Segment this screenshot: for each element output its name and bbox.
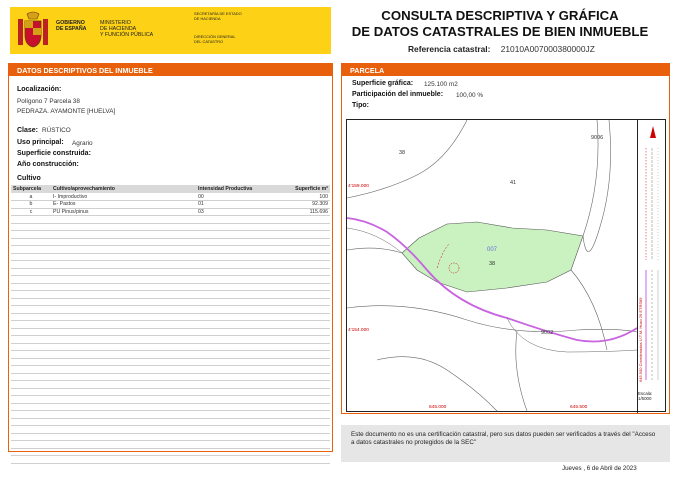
ref-label: Referencia catastral: xyxy=(408,44,491,54)
empty-cell xyxy=(266,261,330,269)
empty-cell xyxy=(11,411,51,419)
empty-cell xyxy=(196,358,266,366)
empty-cell xyxy=(266,291,330,299)
empty-table-row xyxy=(11,261,330,269)
uso-label: Uso principal: xyxy=(17,139,64,146)
empty-cell xyxy=(196,291,266,299)
localizacion-label: Localización: xyxy=(17,86,62,93)
empty-table-row xyxy=(11,411,330,419)
empty-cell xyxy=(11,343,51,351)
empty-cell xyxy=(196,223,266,231)
coat-of-arms-icon xyxy=(15,11,51,51)
empty-table-row xyxy=(11,373,330,381)
empty-cell xyxy=(11,433,51,441)
empty-table-row xyxy=(11,268,330,276)
government-header-banner xyxy=(10,7,331,54)
empty-table-row xyxy=(11,283,330,291)
empty-cell xyxy=(266,253,330,261)
ref-value: 21010A007000380000JZ xyxy=(500,44,595,54)
polygon-label-007: 007 xyxy=(487,247,498,253)
ano-construccion-label: Año construcción: xyxy=(17,161,79,168)
map-legend xyxy=(637,120,667,413)
empty-cell xyxy=(266,426,330,434)
empty-cell xyxy=(51,313,196,321)
empty-cell xyxy=(266,238,330,246)
empty-cell xyxy=(266,328,330,336)
legend-side-text: 645.500 Coordenadas U.T.M. Huso 29 ETRS89 xyxy=(638,297,643,382)
empty-cell xyxy=(11,283,51,291)
empty-cell xyxy=(196,283,266,291)
empty-cell xyxy=(11,381,51,389)
empty-cell xyxy=(196,351,266,359)
empty-cell xyxy=(11,441,51,449)
cadastral-map[interactable] xyxy=(346,119,666,412)
empty-cell xyxy=(266,313,330,321)
empty-cell xyxy=(51,366,196,374)
empty-cell xyxy=(51,231,196,239)
col-intensidad: Intensidad Productiva xyxy=(196,185,266,193)
empty-cell xyxy=(196,276,266,284)
cell-subparcela: b xyxy=(11,201,51,209)
empty-cell xyxy=(196,261,266,269)
empty-table-row xyxy=(11,381,330,389)
empty-cell xyxy=(266,411,330,419)
empty-cell xyxy=(196,253,266,261)
empty-table-row xyxy=(11,216,330,224)
empty-table-row xyxy=(11,246,330,254)
empty-cell xyxy=(196,441,266,449)
empty-cell xyxy=(51,321,196,329)
parcel-label-9006: 9006 xyxy=(591,135,604,141)
empty-cell xyxy=(266,433,330,441)
page-title: CONSULTA DESCRIPTIVA Y GRÁFICA DE DATOS CATASTRALES DE BIEN INMUEBLE xyxy=(351,8,649,39)
empty-cell xyxy=(11,351,51,359)
empty-cell xyxy=(51,411,196,419)
direccion-general-label: DIRECCIÓN GENERAL DEL CATASTRO xyxy=(194,34,236,44)
empty-cell xyxy=(11,366,51,374)
empty-cell xyxy=(266,223,330,231)
empty-cell xyxy=(196,238,266,246)
superficie-grafica-value: 125.100 m2 xyxy=(424,81,458,88)
secretaria-label: SECRETARÍA DE ESTADO DE HACIENDA xyxy=(194,11,242,21)
empty-cell xyxy=(51,403,196,411)
empty-cell xyxy=(196,426,266,434)
empty-cell xyxy=(11,418,51,426)
empty-table-row xyxy=(11,426,330,434)
cell-intensidad: 03 xyxy=(196,208,266,216)
table-row xyxy=(11,208,330,216)
empty-cell xyxy=(11,253,51,261)
table-row xyxy=(11,193,330,201)
empty-cell xyxy=(51,418,196,426)
escala-box xyxy=(638,391,652,401)
north-arrow-icon xyxy=(650,126,656,138)
cell-superficie: 115.696 xyxy=(266,208,330,216)
parcel-label-38: 38 xyxy=(489,261,496,267)
empty-cell xyxy=(266,381,330,389)
empty-cell xyxy=(51,291,196,299)
col-subparcela: Subparcela xyxy=(11,185,51,193)
empty-cell xyxy=(266,246,330,254)
document-date: Jueves , 6 de Abril de 2023 xyxy=(562,465,637,472)
empty-cell xyxy=(266,418,330,426)
empty-cell xyxy=(266,366,330,374)
empty-cell xyxy=(51,343,196,351)
empty-cell xyxy=(51,261,196,269)
empty-cell xyxy=(196,403,266,411)
empty-cell xyxy=(196,418,266,426)
empty-cell xyxy=(196,396,266,404)
empty-table-row xyxy=(11,276,330,284)
empty-cell xyxy=(51,433,196,441)
empty-cell xyxy=(266,321,330,329)
disclaimer-note: Este documento no es una certificación catastral, pero sus datos pueden ser verificados a través del "Acceso a datos catastrales no protegidos de la SEC" xyxy=(341,425,670,462)
empty-cell xyxy=(51,426,196,434)
empty-table-row xyxy=(11,366,330,374)
empty-cell xyxy=(51,306,196,314)
empty-cell xyxy=(11,456,51,464)
participacion-value: 100,00 % xyxy=(456,92,484,99)
empty-cell xyxy=(196,343,266,351)
empty-table-row xyxy=(11,388,330,396)
parcela-panel xyxy=(341,63,670,414)
cell-intensidad: 01 xyxy=(196,201,266,209)
map-canvas xyxy=(347,120,637,411)
empty-table-row xyxy=(11,313,330,321)
cultivo-table xyxy=(11,185,330,464)
empty-table-row xyxy=(11,343,330,351)
empty-cell xyxy=(11,291,51,299)
cell-cultivo: E- Pastos xyxy=(51,201,196,209)
empty-cell xyxy=(51,328,196,336)
empty-cell xyxy=(51,351,196,359)
empty-cell xyxy=(196,373,266,381)
empty-cell xyxy=(51,358,196,366)
cell-cultivo: PU Pinus/pinus xyxy=(51,208,196,216)
empty-cell xyxy=(266,373,330,381)
empty-cell xyxy=(266,358,330,366)
empty-cell xyxy=(51,298,196,306)
empty-table-row xyxy=(11,223,330,231)
empty-cell xyxy=(11,373,51,381)
empty-cell xyxy=(11,358,51,366)
empty-table-row xyxy=(11,403,330,411)
parcel-shape[interactable] xyxy=(402,222,583,292)
empty-table-row xyxy=(11,351,330,359)
empty-cell xyxy=(11,396,51,404)
empty-cell xyxy=(266,231,330,239)
empty-cell xyxy=(11,231,51,239)
coord-label-x2: 645.500 xyxy=(570,405,588,410)
empty-cell xyxy=(266,276,330,284)
localizacion-line2: PEDRAZA. AYAMONTE [HUELVA] xyxy=(17,108,116,115)
empty-cell xyxy=(266,336,330,344)
coord-label-north: 4'159.000 xyxy=(348,184,369,189)
empty-cell xyxy=(196,306,266,314)
empty-cell xyxy=(266,283,330,291)
empty-cell xyxy=(51,448,196,456)
empty-cell xyxy=(266,216,330,224)
empty-table-row xyxy=(11,306,330,314)
empty-cell xyxy=(11,328,51,336)
empty-cell xyxy=(196,433,266,441)
col-cultivo: Cultivo/aprovechamiento xyxy=(51,185,196,193)
empty-cell xyxy=(11,306,51,314)
empty-cell xyxy=(51,441,196,449)
participacion-label: Participación del inmueble: xyxy=(352,91,444,98)
cell-cultivo: I- Improductivo xyxy=(51,193,196,201)
empty-table-row xyxy=(11,448,330,456)
gov-label: GOBIERNO DE ESPAÑA xyxy=(56,20,87,33)
table-header-row xyxy=(11,185,330,193)
empty-cell xyxy=(196,321,266,329)
empty-cell xyxy=(51,216,196,224)
empty-cell xyxy=(196,456,266,464)
empty-cell xyxy=(196,313,266,321)
uso-value: Agrario xyxy=(72,140,93,147)
cell-superficie: 92.309 xyxy=(266,201,330,209)
empty-cell xyxy=(266,403,330,411)
empty-cell xyxy=(196,411,266,419)
empty-cell xyxy=(196,231,266,239)
empty-cell xyxy=(51,381,196,389)
panel-heading: DATOS DESCRIPTIVOS DEL INMUEBLE xyxy=(9,64,332,76)
empty-cell xyxy=(196,448,266,456)
col-superficie: Superficie m² xyxy=(266,185,330,193)
empty-cell xyxy=(11,238,51,246)
empty-cell xyxy=(11,298,51,306)
empty-cell xyxy=(196,298,266,306)
superficie-grafica-label: Superficie gráfica: xyxy=(352,80,414,87)
empty-cell xyxy=(51,246,196,254)
empty-table-row xyxy=(11,433,330,441)
empty-cell xyxy=(266,351,330,359)
empty-cell xyxy=(196,216,266,224)
empty-cell xyxy=(11,321,51,329)
cell-intensidad: 00 xyxy=(196,193,266,201)
parcel-label-9002: 9002 xyxy=(541,330,554,336)
empty-table-row xyxy=(11,253,330,261)
empty-table-row xyxy=(11,238,330,246)
empty-cell xyxy=(51,268,196,276)
empty-cell xyxy=(51,253,196,261)
empty-cell xyxy=(266,456,330,464)
empty-table-row xyxy=(11,456,330,464)
empty-cell xyxy=(266,298,330,306)
empty-cell xyxy=(11,388,51,396)
empty-table-row xyxy=(11,441,330,449)
empty-table-row xyxy=(11,321,330,329)
empty-cell xyxy=(11,403,51,411)
empty-cell xyxy=(266,448,330,456)
empty-table-row xyxy=(11,328,330,336)
empty-cell xyxy=(51,336,196,344)
empty-cell xyxy=(11,426,51,434)
empty-cell xyxy=(51,276,196,284)
empty-table-row xyxy=(11,298,330,306)
empty-cell xyxy=(51,223,196,231)
empty-cell xyxy=(196,381,266,389)
datos-descriptivos-panel xyxy=(8,63,333,452)
tipo-label: Tipo: xyxy=(352,102,369,109)
empty-cell xyxy=(51,283,196,291)
empty-cell xyxy=(11,246,51,254)
empty-table-row xyxy=(11,336,330,344)
empty-table-row xyxy=(11,231,330,239)
empty-cell xyxy=(11,313,51,321)
empty-cell xyxy=(196,336,266,344)
cell-subparcela: a xyxy=(11,193,51,201)
empty-cell xyxy=(196,328,266,336)
empty-cell xyxy=(266,343,330,351)
clase-value: RÚSTICO xyxy=(42,127,71,134)
referencia-catastral xyxy=(408,44,595,54)
cultivo-label: Cultivo xyxy=(17,175,41,182)
empty-cell xyxy=(11,216,51,224)
empty-cell xyxy=(51,238,196,246)
empty-cell xyxy=(266,441,330,449)
table-row xyxy=(11,201,330,209)
empty-table-row xyxy=(11,396,330,404)
empty-cell xyxy=(11,336,51,344)
empty-cell xyxy=(266,396,330,404)
escala-label: Escala: xyxy=(638,391,653,396)
empty-cell xyxy=(11,276,51,284)
empty-cell xyxy=(266,388,330,396)
localizacion-line1: Polígono 7 Parcela 38 xyxy=(17,98,80,105)
escala-value: 1/5000 xyxy=(638,396,652,401)
empty-cell xyxy=(51,373,196,381)
coord-label-x1: 645.000 xyxy=(429,405,447,410)
empty-cell xyxy=(11,448,51,456)
parcel-label-38-north: 38 xyxy=(399,150,406,156)
empty-cell xyxy=(196,388,266,396)
clase-label: Clase: xyxy=(17,127,39,134)
empty-table-row xyxy=(11,358,330,366)
empty-cell xyxy=(11,261,51,269)
empty-table-row xyxy=(11,291,330,299)
empty-table-row xyxy=(11,418,330,426)
panel-heading: PARCELA xyxy=(342,64,669,76)
empty-cell xyxy=(196,268,266,276)
cell-subparcela: c xyxy=(11,208,51,216)
legend-graphic xyxy=(638,120,668,388)
empty-cell xyxy=(11,268,51,276)
ministry-label: MINISTERIO DE HACIENDA Y FUNCIÓN PÚBLICA xyxy=(100,20,154,39)
empty-cell xyxy=(11,223,51,231)
empty-cell xyxy=(51,396,196,404)
cell-superficie: 100 xyxy=(266,193,330,201)
empty-cell xyxy=(196,366,266,374)
coord-label-south: 4'154.000 xyxy=(348,328,369,333)
empty-cell xyxy=(266,268,330,276)
superficie-construida-label: Superficie construida: xyxy=(17,150,91,157)
empty-cell xyxy=(196,246,266,254)
empty-cell xyxy=(266,306,330,314)
parcel-label-41: 41 xyxy=(510,180,517,186)
empty-cell xyxy=(51,388,196,396)
empty-cell xyxy=(51,456,196,464)
